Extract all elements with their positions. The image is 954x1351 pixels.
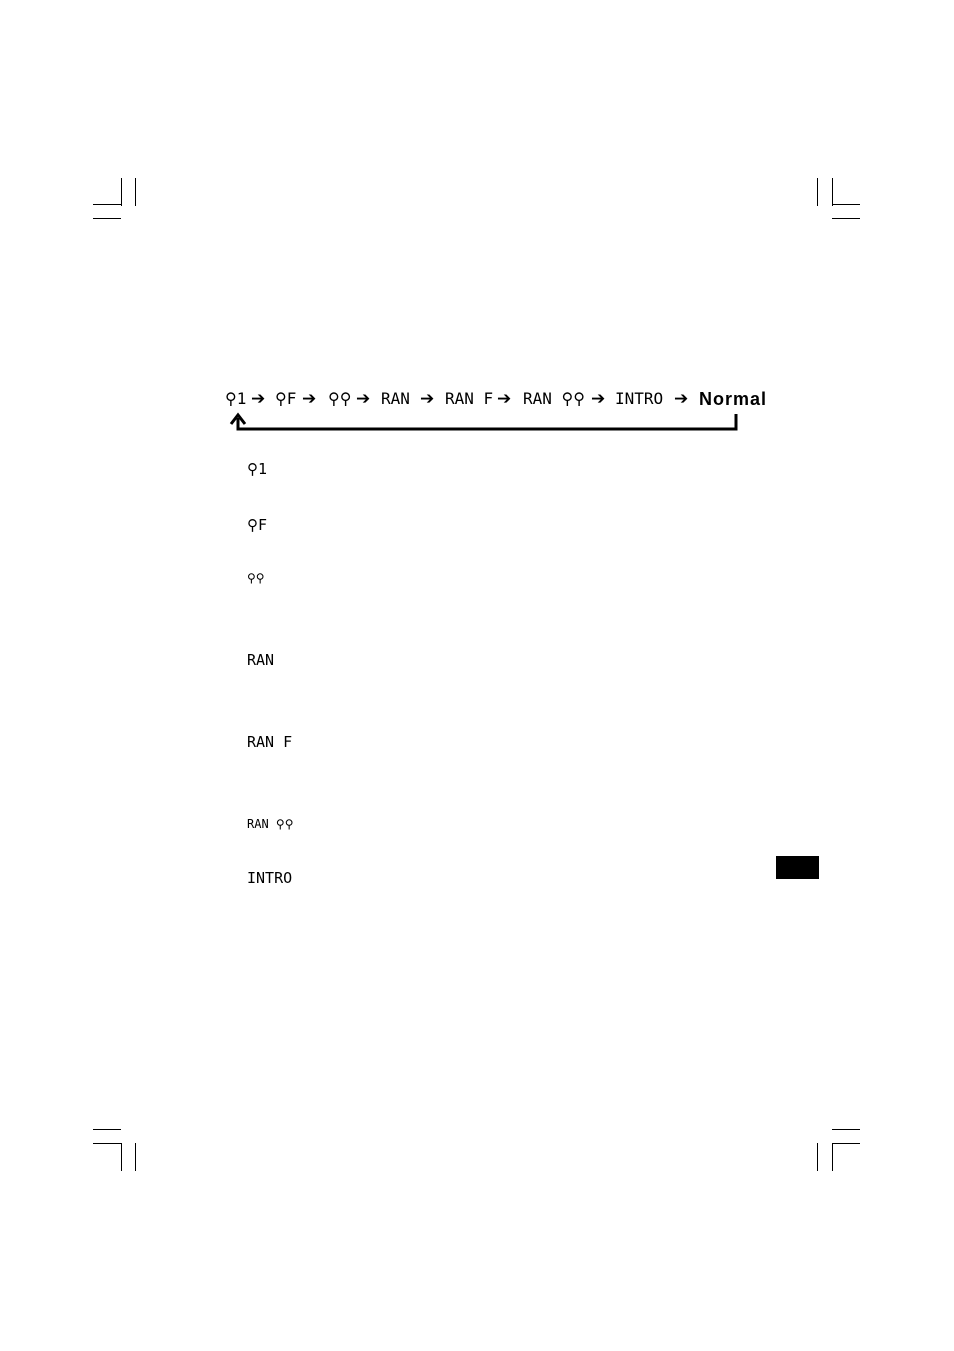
arrow-right-icon: ➔ <box>302 389 317 409</box>
mode-label: ⚲⚲ <box>247 571 265 585</box>
sequence-item: RAN F <box>445 389 494 408</box>
crop-mark <box>135 1143 136 1171</box>
crop-mark <box>135 178 136 206</box>
mode-label: INTRO <box>247 869 293 887</box>
arrow-right-icon: ➔ <box>251 389 266 409</box>
crop-mark <box>832 1143 833 1171</box>
sequence-item: INTRO <box>615 389 664 408</box>
crop-mark <box>832 204 860 205</box>
section-tab <box>776 856 819 879</box>
crop-mark <box>832 1143 860 1144</box>
sequence-item: ⚲1 <box>225 389 247 408</box>
sequence-item-normal: Normal <box>699 389 768 409</box>
crop-mark <box>121 178 122 206</box>
crop-mark <box>93 1129 121 1130</box>
mode-label: RAN F <box>247 733 293 751</box>
sequence-item: RAN ⚲⚲ <box>523 389 585 408</box>
crop-mark <box>832 178 833 206</box>
mode-label: RAN ⚲⚲ <box>247 817 294 831</box>
crop-mark <box>832 1129 860 1130</box>
sequence-item: RAN <box>381 389 410 408</box>
sequence-item: ⚲F <box>275 389 297 408</box>
crop-mark <box>93 1143 121 1144</box>
crop-mark <box>93 204 121 205</box>
arrow-right-icon: ➔ <box>497 389 512 409</box>
sequence-item: ⚲⚲ <box>328 389 352 408</box>
mode-label: ⚲1 <box>247 460 268 478</box>
crop-mark <box>817 178 818 206</box>
crop-mark <box>93 218 121 219</box>
crop-mark <box>832 218 860 219</box>
crop-mark <box>121 1143 122 1171</box>
arrow-right-icon: ➔ <box>674 389 689 409</box>
mode-label: ⚲F <box>247 516 268 534</box>
loop-back-arrow-icon <box>225 412 745 436</box>
arrow-right-icon: ➔ <box>591 389 606 409</box>
crop-mark <box>817 1143 818 1171</box>
mode-label: RAN <box>247 651 275 669</box>
arrow-right-icon: ➔ <box>420 389 435 409</box>
arrow-right-icon: ➔ <box>356 389 371 409</box>
